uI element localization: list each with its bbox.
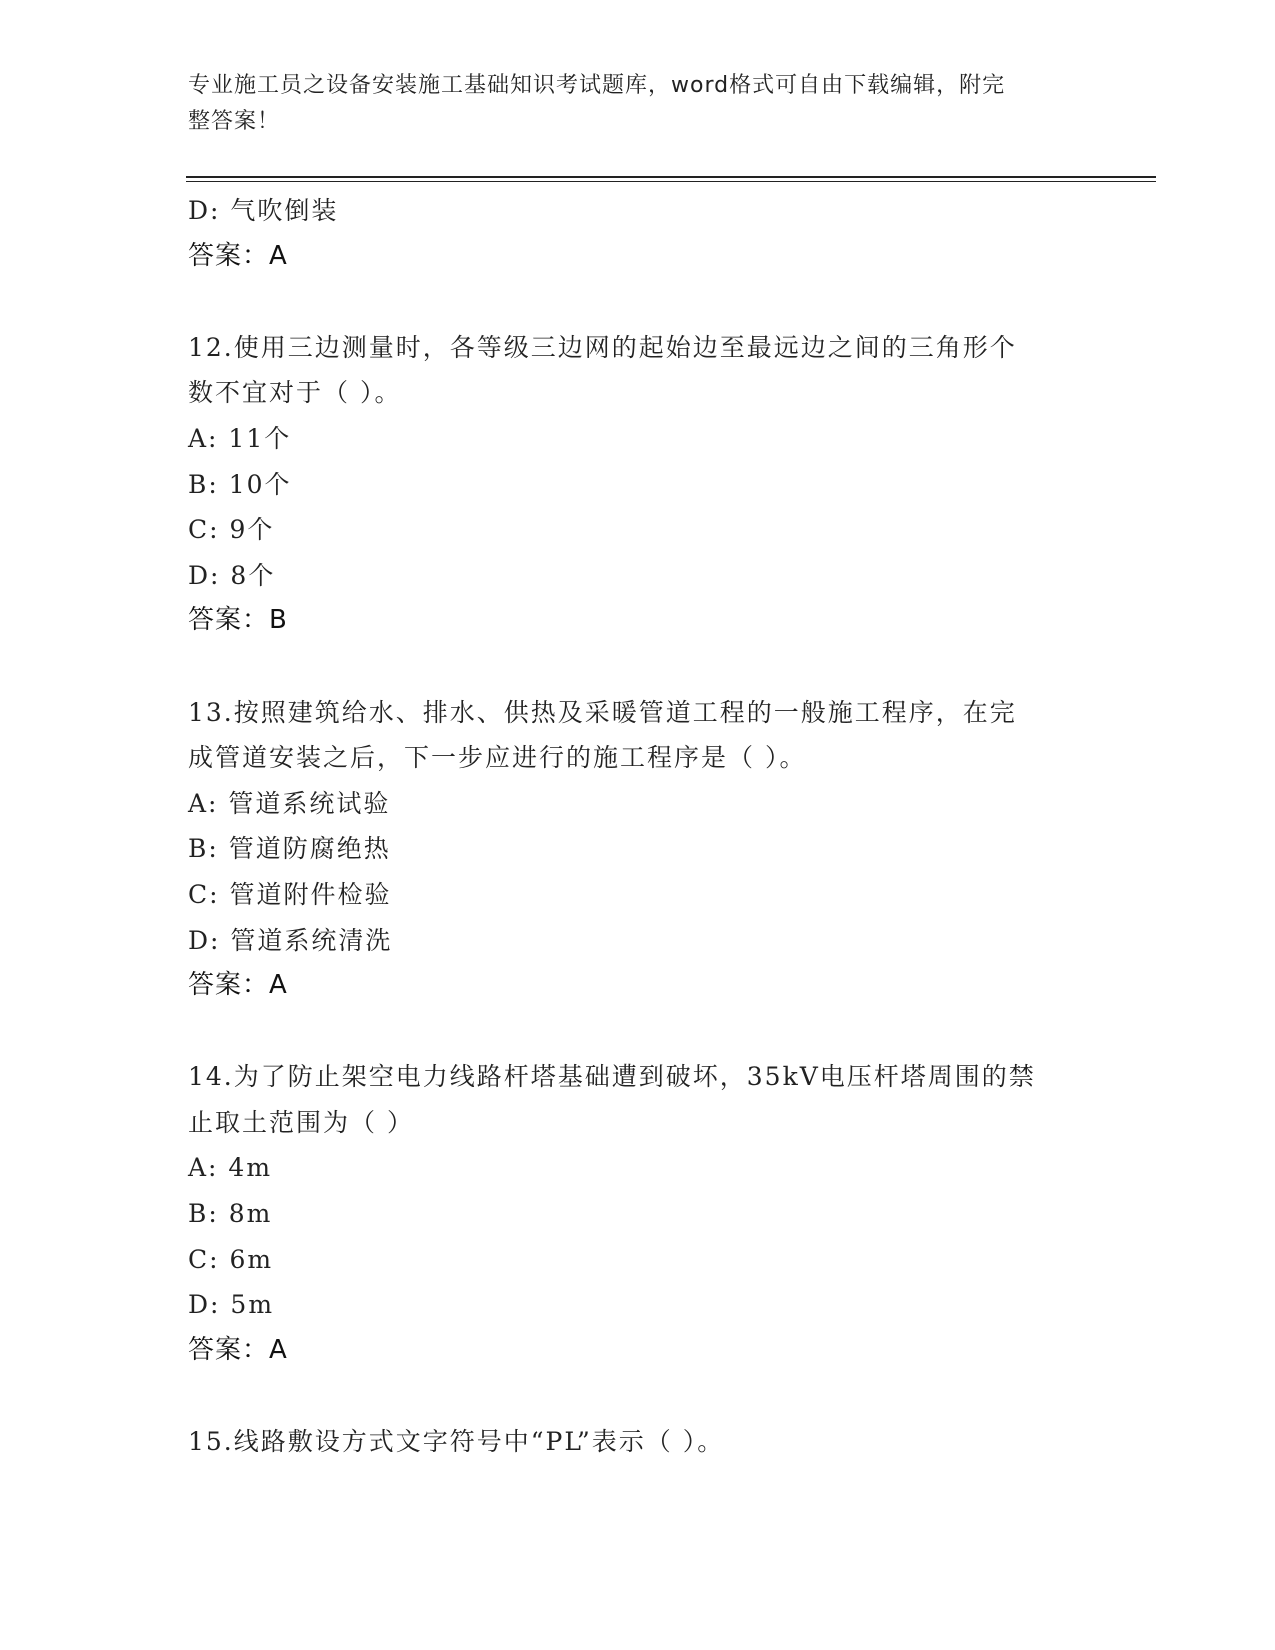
question-13-option-b: B: 管道防腐绝热: [188, 834, 391, 864]
question-12-text-line-2: 数不宜对于（ ）。: [188, 378, 402, 408]
question-14: [188, 1054, 1088, 1373]
question-12-text-line-1: 12.使用三边测量时，各等级三边网的起始边至最远边之间的三角形个: [188, 332, 1017, 362]
question-12-option-b: B: 10个: [188, 469, 292, 499]
question-13-text-line-2: 成管道安装之后，下一步应进行的施工程序是（ ）。: [188, 743, 807, 773]
question-15: [188, 1419, 1088, 1465]
question-14-text-line-1: 14.为了防止架空电力线路杆塔基础遭到破坏，35kV电压杆塔周围的禁: [188, 1062, 1036, 1092]
question-13: [188, 690, 1088, 1009]
question-13-option-d: D: 管道系统清洗: [188, 925, 393, 955]
question-12-option-d: D: 8个: [188, 560, 276, 590]
header-line-1: 专业施工员之设备安装施工基础知识考试题库，word格式可自由下载编辑，附完: [188, 73, 1006, 98]
question-13-option-c: C: 管道附件检验: [188, 879, 392, 909]
question-14-option-d: D: 5m: [188, 1290, 275, 1320]
prev-question-option-d: D: 气吹倒装: [188, 196, 339, 225]
header-divider-thick: [186, 176, 1156, 178]
spacer: [188, 279, 1088, 325]
question-13-answer: 答案：A: [188, 970, 288, 1001]
question-12: [188, 325, 1088, 644]
document-header: [188, 68, 1088, 140]
question-14-answer: 答案：A: [188, 1334, 288, 1365]
question-12-answer: 答案：B: [188, 605, 288, 636]
header-divider-thin: [186, 181, 1156, 182]
question-14-text-line-2: 止取土范围为（ ）: [188, 1107, 414, 1137]
question-14-option-b: B: 8m: [188, 1199, 273, 1229]
question-13-option-a: A: 管道系统试验: [188, 788, 391, 818]
header-line-2: 整答案！: [188, 109, 281, 134]
prev-question-answer: 答案：A: [188, 240, 288, 271]
spacer: [188, 1373, 1088, 1419]
spacer: [188, 1009, 1088, 1055]
spacer: [188, 644, 1088, 690]
question-14-option-a: A: 4m: [188, 1153, 273, 1183]
question-15-text-line-1: 15.线路敷设方式文字符号中“PL”表示（ ）。: [188, 1427, 725, 1457]
document-body: [188, 188, 1088, 1465]
question-12-option-c: C: 9个: [188, 515, 275, 545]
question-14-option-c: C: 6m: [188, 1244, 274, 1274]
question-12-option-a: A: 11个: [188, 423, 292, 453]
question-13-text-line-1: 13.按照建筑给水、排水、供热及采暖管道工程的一般施工程序，在完: [188, 697, 1017, 727]
